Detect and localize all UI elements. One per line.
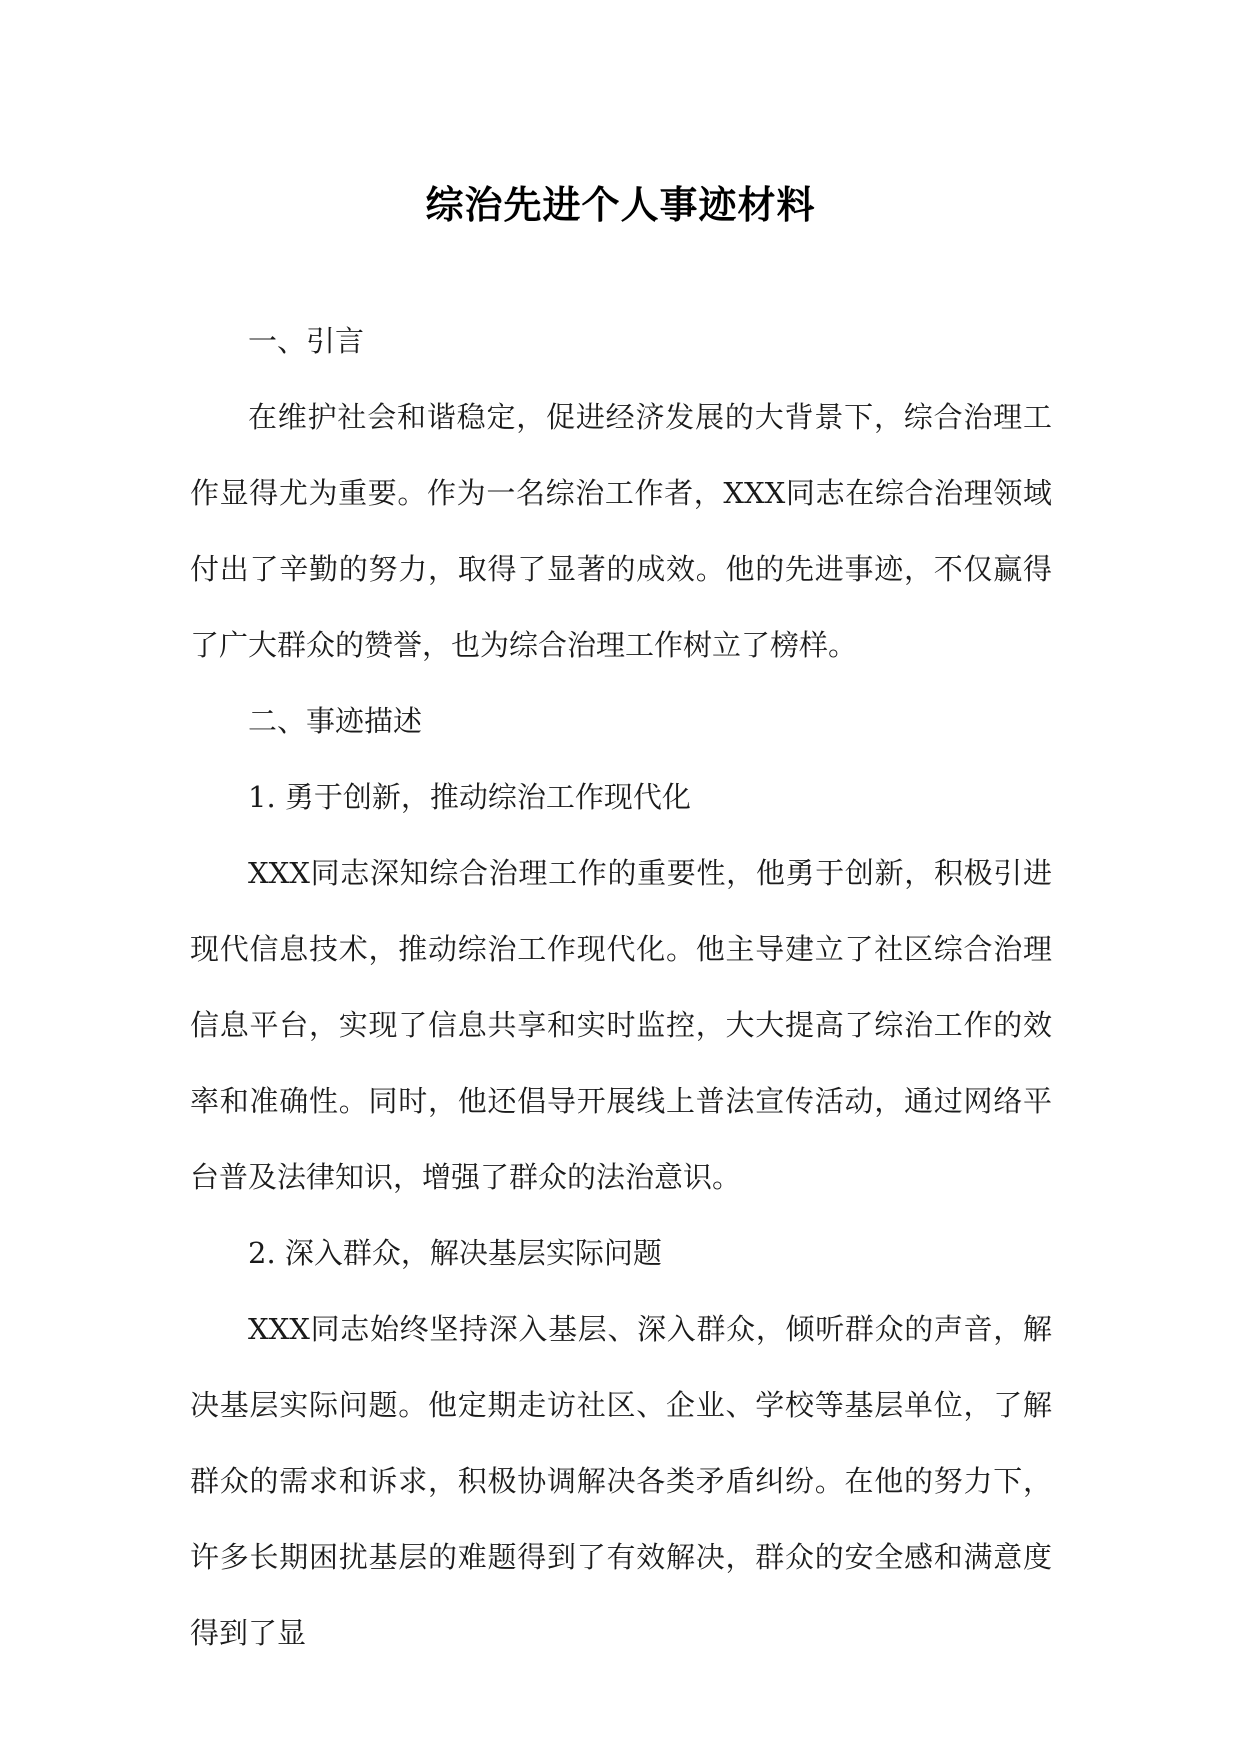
section-heading-deeds: 二、事迹描述 — [248, 704, 423, 738]
document-title: 综治先进个人事迹材料 — [425, 182, 816, 227]
paragraph-grassroots: XXX同志始终坚持深入基层、深入群众，倾听群众的声音，解决基层实际问题。他定期走访社区、企业、学校等基层单位，了解群众的需求和诉求，积极协调解决各类矛盾纠纷。在他的努力下，许多长期困扰基层的难题得到了有效解决，群众的安全感和满意度得到了显 — [190, 1312, 1052, 1650]
subheading-grassroots: 2. 深入群众，解决基层实际问题 — [248, 1236, 662, 1270]
paragraph-innovation: XXX同志深知综合治理工作的重要性，他勇于创新，积极引进现代信息技术，推动综治工作现代化。他主导建立了社区综合治理信息平台，实现了信息共享和实时监控，大大提高了综治工作的效率和准确性。同时，他还倡导开展线上普法宣传活动，通过网络平台普及法律知识，增强了群众的法治意识。 — [190, 856, 1052, 1194]
paragraph-introduction: 在维护社会和谐稳定，促进经济发展的大背景下，综合治理工作显得尤为重要。作为一名综治工作者，XXX同志在综合治理领域付出了辛勤的努力，取得了显著的成效。他的先进事迹，不仅赢得了广大群众的赞誉，也为综合治理工作树立了榜样。 — [190, 400, 1052, 662]
document-body — [190, 303, 1052, 1671]
subheading-innovation: 1. 勇于创新，推动综治工作现代化 — [248, 780, 691, 814]
section-heading-introduction: 一、引言 — [248, 324, 365, 358]
